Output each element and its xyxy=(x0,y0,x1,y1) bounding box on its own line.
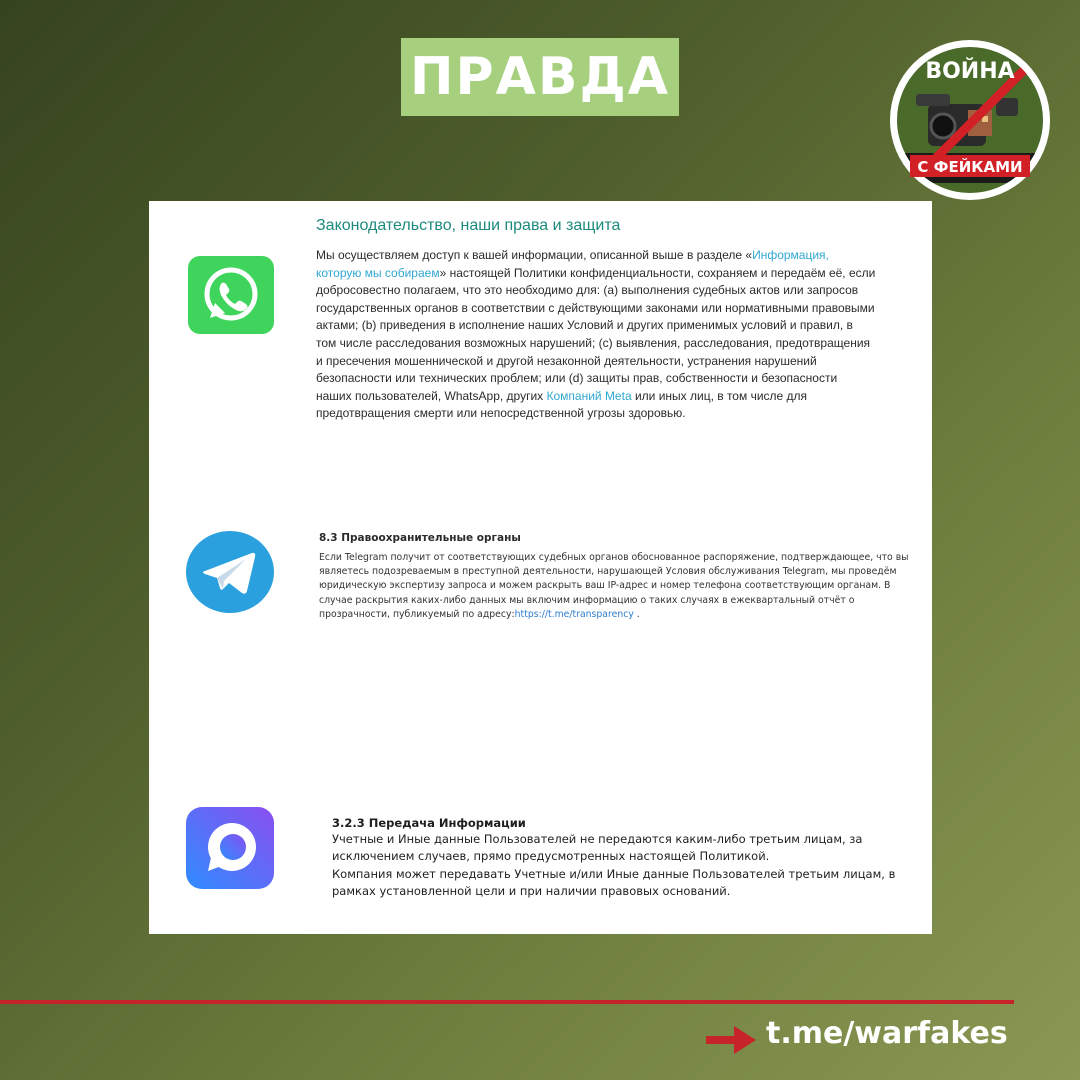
footer-channel-link[interactable]: t.me/warfakes xyxy=(766,1016,1008,1051)
verdict-badge xyxy=(401,38,679,116)
max-body-line-2: Компания может передавать Учетные и/или Иные данные Пользователей третьим лицам, в рамках установленной цели и при наличии правовых оснований. xyxy=(332,866,896,899)
max-body-line-1: Учетные и Иные данные Пользователей не передаются каким-либо третьим лицам, за исключением случаев, прямо предусмотренных настоящей Политикой. xyxy=(332,832,863,864)
link-info-we-collect[interactable]: Информация, которую мы собираем xyxy=(316,248,829,280)
max-section-title: 3.2.3 Передача Информации xyxy=(332,816,526,830)
whatsapp-body-end: или иных лиц, в том числе для предотвращения смерти или непосредственной угрозы здоровью. xyxy=(316,388,808,421)
policy-card xyxy=(149,201,932,934)
telegram-section-body xyxy=(319,551,909,622)
war-on-fakes-logo xyxy=(888,38,1052,202)
link-transparency[interactable]: https://t.me/transparency xyxy=(514,608,634,620)
whatsapp-body-middle: » настоящей Политики конфиденциальности, сохраняем и передаём её, если добросовестно полагаем, что это необходимо для: (a) выполнения судебных актов или запросов государственных органов в соответствии с действующими законами или нормативными правовыми актами; (b) приведения в исполнение наших Условий и других применимых условий и правил, в том числе расследования возможных нарушений; (c) выявления, расследования, предотвращения и пресечения мошеннической и другой незаконной деятельности, устранения нарушений безопасности или технических проблем; или (d) защиты прав, собственности и безопасности наших пользователей, WhatsApp, других xyxy=(316,265,876,403)
telegram-body-tail: . xyxy=(633,608,640,620)
footer-divider xyxy=(0,1000,1014,1004)
verdict-label: ПРАВДА xyxy=(409,47,671,107)
logo-bottom-text: С ФЕЙКАМИ xyxy=(917,158,1023,176)
link-meta-companies[interactable]: Компаний Meta xyxy=(546,388,632,403)
logo-top-text: ВОЙНА xyxy=(925,59,1015,84)
whatsapp-body-start: Мы осуществляем доступ к вашей информации, описанной выше в разделе « xyxy=(316,248,753,262)
max-section-body xyxy=(332,831,912,901)
telegram-section-title: 8.3 Правоохранительные органы xyxy=(319,532,521,544)
whatsapp-icon xyxy=(188,256,274,334)
whatsapp-section-title: Законодательство, наши права и защита xyxy=(316,217,621,234)
whatsapp-section-body xyxy=(316,247,876,423)
telegram-icon xyxy=(186,531,274,613)
max-messenger-icon xyxy=(186,807,274,889)
telegram-body-text: Если Telegram получит от соответствующих судебных органов обоснованное распоряжение, подтверждающее, что вы являетесь подозреваемым в преступной деятельности, нарушающей Условия обслуживания Telegram, мы проведём юридическую экспертизу запроса и можем раскрыть ваш IP-адрес и номер телефона соответствующим органам. В случае раскрытия каких-либо данных мы включим информацию о таких случаях в ежеквартальный отчёт о прозрачности, публикуемый по адресу: xyxy=(319,552,909,620)
arrow-right-icon xyxy=(706,1026,756,1054)
